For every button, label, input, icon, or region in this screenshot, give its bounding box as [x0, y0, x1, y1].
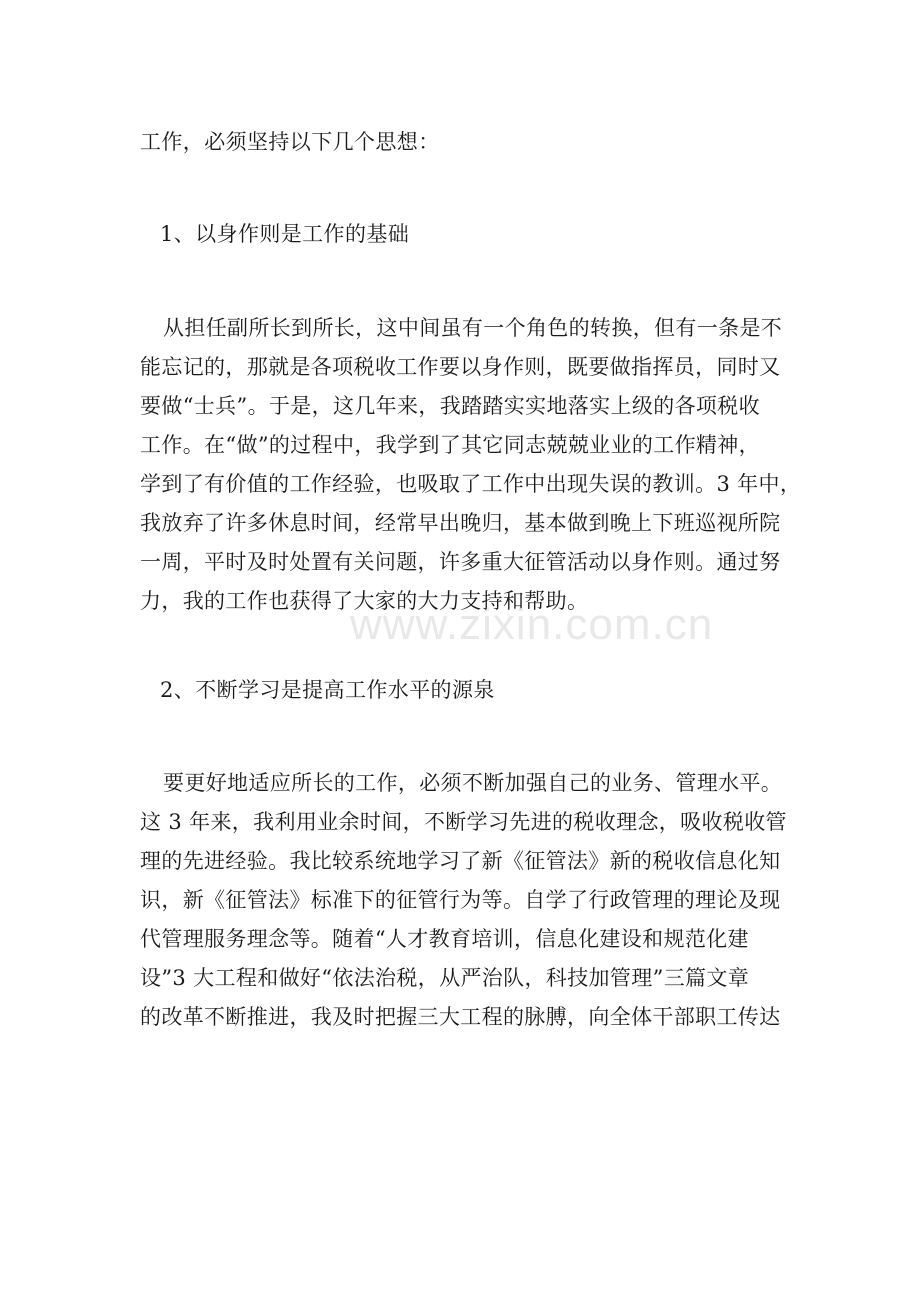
- intro-line: 工作，必须坚持以下几个思想：: [140, 130, 440, 154]
- section-1-line-1: 从担任副所长到所长，这中间虽有一个角色的转换，但有一条是不: [163, 316, 783, 340]
- section-2-line-6: 设”3 大工程和做好“依法治税，从严治队，科技加管理”三篇文章: [140, 966, 750, 990]
- section-1-line-5: 学到了有价值的工作经验，也吸取了工作中出现失误的教训。3 年中，: [140, 472, 802, 496]
- section-2-line-7: 的改革不断推进，我及时把握三大工程的脉膊，向全体干部职工传达: [140, 1005, 781, 1029]
- section-heading-1: 1、以身作则是工作的基础: [160, 222, 410, 246]
- section-1-line-6: 我放弃了许多休息时间，经常早出晚归，基本做到晚上下班巡视所院: [140, 511, 781, 535]
- section-2-line-4: 识，新《征管法》标准下的征管行为等。自学了行政管理的理论及现: [140, 888, 781, 912]
- section-2-line-1: 要更好地适应所长的工作，必须不断加强自己的业务、管理水平。: [163, 771, 783, 795]
- section-1-line-8: 力，我的工作也获得了大家的大力支持和帮助。: [140, 589, 589, 613]
- section-1-line-3: 要做“士兵”。于是，这几年来，我踏踏实实地落实上级的各项税收: [140, 394, 760, 418]
- section-heading-2: 2、不断学习是提高工作水平的源泉: [160, 678, 495, 702]
- watermark: www.zixin.com.cn: [350, 600, 714, 649]
- section-1-line-7: 一周，平时及时处置有关问题，许多重大征管活动以身作则。通过努: [140, 550, 781, 574]
- section-1-line-2: 能忘记的，那就是各项税收工作要以身作则，既要做指挥员，同时又: [140, 355, 781, 379]
- section-1-line-4: 工作。在“做”的过程中，我学到了其它同志兢兢业业的工作精神，: [140, 433, 760, 457]
- section-2-line-5: 代管理服务理念等。随着“人才教育培训，信息化建设和规范化建: [140, 927, 749, 951]
- section-2-line-2: 这 3 年来，我利用业余时间，不断学习先进的税收理念，吸收税收管: [140, 810, 787, 834]
- section-2-line-3: 理的先进经验。我比较系统地学习了新《征管法》新的税收信息化知: [140, 849, 781, 873]
